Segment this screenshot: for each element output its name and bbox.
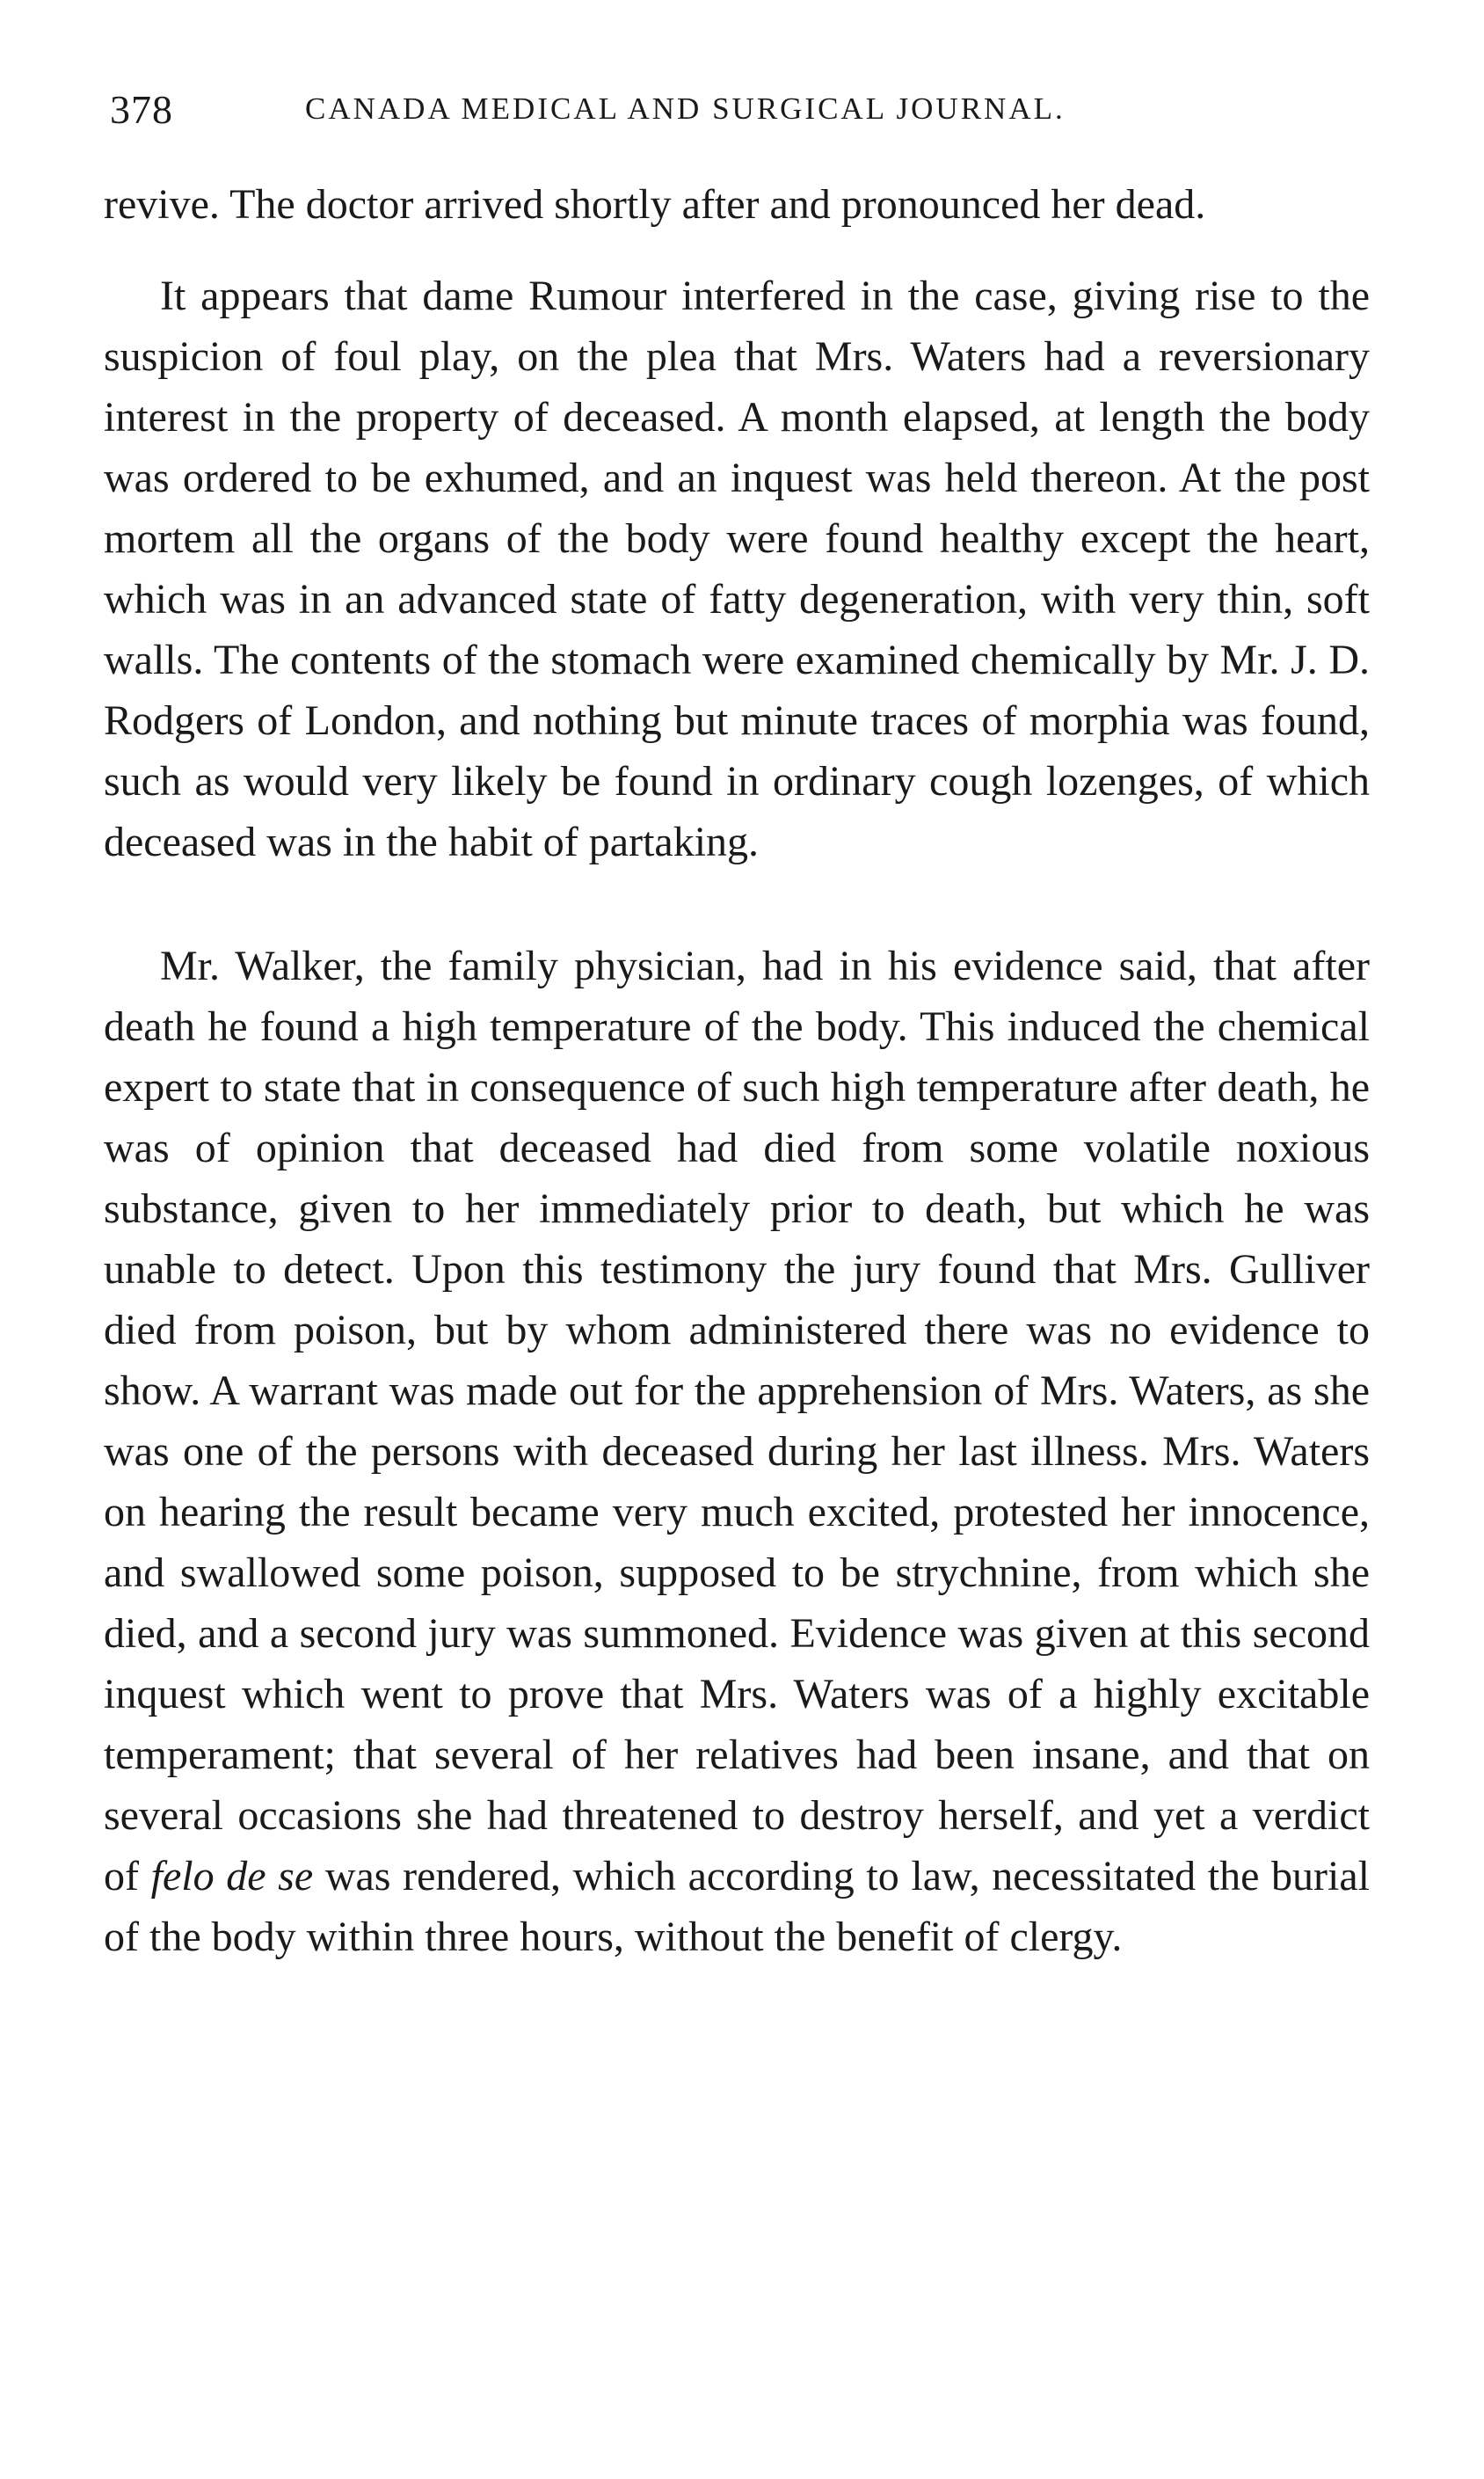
article-body [104, 174, 1370, 1967]
paragraph-continuation: revive. The doctor arrived shortly after and pronounced her dead. [104, 181, 1206, 228]
running-head [110, 86, 1376, 139]
latin-phrase: felo de se [150, 1853, 314, 1899]
paragraph-walker-evidence [104, 936, 1370, 1967]
paragraph-text-after-latin: was rendered, which according to law, necessitated the burial of the body within three hours, without the benefit of clergy. [104, 1853, 1371, 1960]
page-number: 378 [110, 87, 173, 132]
paragraph-rumour: It appears that dame Rumour interfered in the case, giving rise to the suspicion of foul play, on the plea that Mrs. Waters had a reversionary interest in the property of deceased. A month elapsed, at length the body was ordered to be exhumed, and an inquest was held thereon. At the post mortem all the organs of the body were found healthy except the heart, which was in an advanced state of fatty degeneration, with very thin, soft walls. The contents of the stomach were examined chemically by Mr. J. D. Rodgers of London, and nothing but minute traces of morphia was found, such as would very likely be found in ordinary cough lozenges, of which deceased was in the habit of partaking. [104, 273, 1370, 865]
journal-title: CANADA MEDICAL AND SURGICAL JOURNAL. [305, 91, 1066, 126]
paragraph-text-before-latin: Mr. Walker, the family physician, had in his evidence said, that after death he found a high temperature of the body. This induced the chemical expert to state that in consequence of such high temperature after death, he was of opinion that deceased had died from some volatile noxious substance, given to her immediately prior to death, but which he was unable to detect. Upon this testimony the jury found that Mrs. Gulliver died from poison, but by whom administered there was no evidence to show. A warrant was made out for the apprehension of Mrs. Waters, as she was one of the persons with deceased during her last illness. Mrs. Waters on hearing the result became very much excited, protested her innocence, and swallowed some poison, supposed to be strychnine, from which she died, and a second jury was summoned. Evidence was given at this second inquest which went to prove that Mrs. Waters was of a highly excitable temperament; that several of her relatives had been insane, and that on several occasions she had threatened to destroy herself, and yet a verdict of [104, 943, 1370, 1899]
